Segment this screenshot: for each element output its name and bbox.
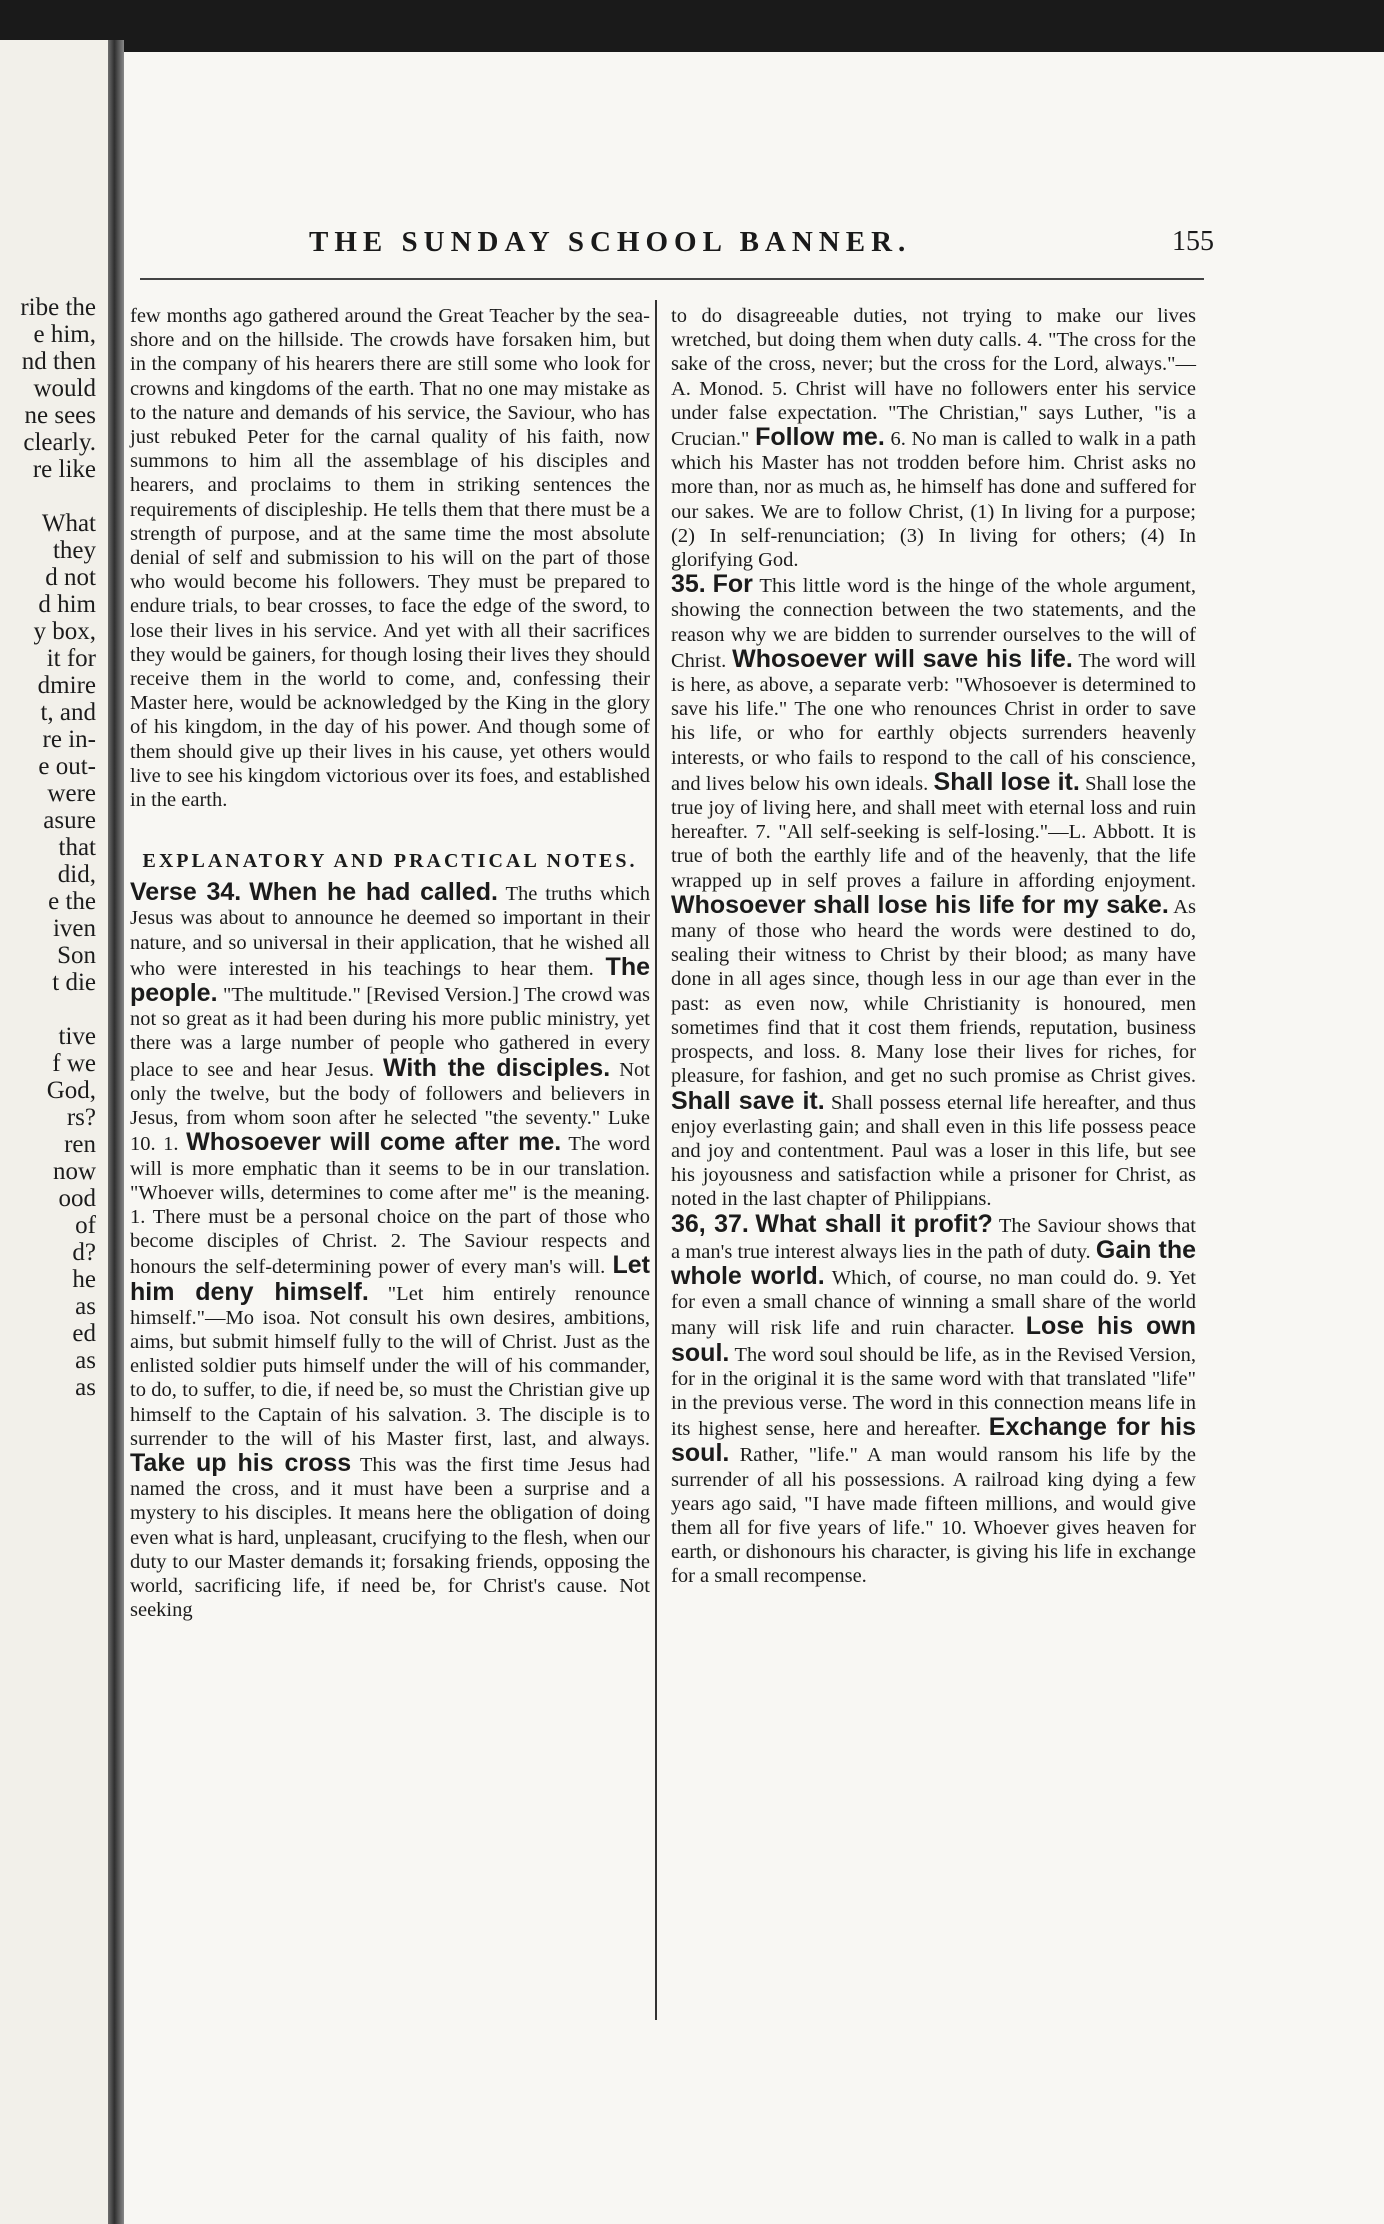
- adjacent-page-text: d him: [38, 591, 96, 618]
- adjacent-page-text: re in-: [42, 726, 96, 753]
- right-column: [671, 304, 1196, 1589]
- note-heading: Gain the whole world.: [671, 1235, 1196, 1290]
- verse-36-37-note: [671, 1209, 1196, 1589]
- note-heading: Whosoever will come after me.: [186, 1128, 562, 1157]
- adjacent-page-text: did,: [57, 861, 96, 888]
- adjacent-page-text: ne sees: [24, 402, 96, 429]
- adjacent-page-text: Son: [57, 942, 96, 969]
- note-text: The word will is more emphatic than it seems to be in our translation. "Whoever wills, determines to come after me" is the meaning. 1. There must be a personal choice on the part of those who become disciples of Christ. 2. The Saviour respects and honours the self-determining power of every man's will.: [130, 1133, 650, 1279]
- adjacent-page-text: God,: [46, 1077, 96, 1104]
- note-text: "The multitude." [Revised Version.] The crowd was not so great as it had been during his more public ministry, yet there was a large number of people who gathered in every place to see and hear Jesus.: [130, 984, 650, 1081]
- adjacent-page-text: ood: [58, 1185, 96, 1212]
- note-heading: Follow me.: [755, 423, 885, 452]
- note-heading: Take up his cross: [130, 1448, 352, 1477]
- adjacent-page-text: y box,: [33, 618, 96, 645]
- book-gutter: [108, 40, 124, 2224]
- adjacent-page-text: t, and: [40, 699, 96, 726]
- note-heading: For: [712, 570, 753, 599]
- note-text: As many of those who heard the words were destined to do, sealing their witness to Christ by their blood; as many have done in all ages since, though less in our age than ever in the past: as even now, while Christianity is honoured, men sometimes find that it cost them friends, reputation, business prospects, and loss. 8. Many lose their lives for riches, for pleasure, for fashion, and get no such promise as Christ gives.: [671, 895, 1196, 1088]
- note-heading: What shall it profit?: [755, 1209, 993, 1238]
- note-text: Which, of course, no man could do. 9. Yet for even a small chance of winning a small share of the world many will risk life and ruin character.: [671, 1266, 1196, 1340]
- adjacent-page-text: ren: [64, 1131, 96, 1158]
- adjacent-page-text: What: [41, 510, 96, 537]
- page-header: [124, 226, 1214, 260]
- adjacent-page-text: as: [75, 1374, 96, 1401]
- adjacent-page-text: ribe the: [20, 294, 96, 321]
- adjacent-page-text: would: [33, 375, 96, 402]
- note-text: The Saviour shows that a man's true interest always lies in the path of duty.: [671, 1214, 1196, 1263]
- adjacent-page-text: re like: [32, 456, 96, 483]
- note-heading: The people.: [130, 952, 650, 1008]
- verse-35-note: [671, 572, 1196, 1211]
- note-heading: Whosoever shall lose his life for my sake.: [671, 890, 1169, 919]
- note-text: The truths which Jesus was about to announce he deemed so important in their nature, and so universal in their application, that he wished all who were interested in his teachings to hear them.: [130, 883, 651, 980]
- adjacent-page-fragment: [0, 40, 108, 2224]
- section-heading: EXPLANATORY AND PRACTICAL NOTES.: [142, 850, 638, 873]
- adjacent-page-text: rs?: [66, 1104, 96, 1131]
- adjacent-page-text: as: [75, 1293, 96, 1320]
- left-column: [130, 304, 650, 1622]
- note-heading: Exchange for his soul.: [671, 1413, 1196, 1468]
- adjacent-page-text: were: [47, 780, 96, 807]
- adjacent-page-text: now: [52, 1158, 96, 1185]
- note-text: Not only the twelve, but the body of followers and believers in Jesus, from whom soon after he selected "the seventy." Luke 10. 1.: [130, 1058, 650, 1156]
- adjacent-page-text: e out-: [38, 753, 96, 780]
- adjacent-page-text: e the: [48, 888, 96, 915]
- column-divider: [655, 300, 657, 2020]
- note-heading: When he had called.: [249, 878, 498, 907]
- adjacent-page-text: nd then: [21, 348, 96, 375]
- adjacent-page-text: ed: [72, 1320, 96, 1347]
- verse-label: 36, 37.: [671, 1209, 749, 1238]
- note-heading: Lose his own soul.: [671, 1312, 1196, 1367]
- note-heading: Shall save it.: [671, 1086, 825, 1115]
- note-text: This little word is the hinge of the whole argument, showing the connection between the two statements, and the reason why we are bidden to surrender ourselves to the will of Christ.: [671, 575, 1197, 672]
- adjacent-page-text: as: [75, 1347, 96, 1374]
- note-heading: Whosoever will save his life.: [732, 644, 1073, 673]
- adjacent-page-text: tive: [58, 1023, 96, 1050]
- adjacent-page-text: iven: [52, 915, 96, 942]
- verse-label: 35.: [671, 570, 706, 599]
- page-number: 155: [1172, 226, 1214, 257]
- note-text: Rather, "life." A man would ransom his life by the surrender of all his possessions. A railroad king dying a few years ago said, "I have made fifteen millions, and would give them all for five years of life." 10. Whoever gives heaven for earth, or dishonours his character, is giving his life in exchange for a small recompense.: [671, 1444, 1196, 1588]
- adjacent-page-text: clearly.: [23, 429, 96, 456]
- adjacent-page-text: e him,: [33, 321, 96, 348]
- note-heading: Let him deny himself.: [130, 1251, 650, 1306]
- note-text: "Let him entirely renounce himself."—Mo isoa. Not consult his own desires, ambitions, aims, but submit himself fully to the will of Christ. Just as the enlisted soldier puts himself under the will of his commander, to do, to suffer, to die, if need be, so must the Christian give up himself to the Captain of his salvation. 3. The disciple is to surrender to the will of his Master first, last, and always.: [130, 1282, 650, 1450]
- adjacent-page-text: they: [52, 537, 96, 564]
- note-text: 6. No man is called to walk in a path which his Master has not trodden before him. Christ asks no more than, nor as much as, he himself has done and suffered for our sakes. We are to follow Christ, (1) In living for a purpose; (2) In self-renunciation; (3) In living for others; (4) In glorifying God.: [671, 428, 1196, 572]
- adjacent-page-text: d not: [45, 564, 96, 591]
- adjacent-page-text: asure: [43, 807, 96, 834]
- adjacent-page-text: it for: [46, 645, 96, 672]
- note-text: to do disagreeable duties, not trying to make our lives wretched, but doing them when duty calls. 4. "The cross for the sake of the cross, never; but the cross for the Lord, always."—A. Monod. 5. Christ will have no followers enter his service under false expectation. "The Christian," says Luther, "is a Crucian.": [671, 305, 1196, 451]
- note-heading: With the disciples.: [383, 1053, 611, 1082]
- adjacent-page-text: dmire: [37, 672, 96, 699]
- verse-34-note: [130, 880, 650, 1622]
- adjacent-page-text: d?: [72, 1239, 96, 1266]
- adjacent-page-text: he: [72, 1266, 96, 1293]
- adjacent-page-text: f we: [52, 1050, 96, 1077]
- note-text: This was the first time Jesus had named the cross, and it must have been a surprise and a mystery to his disciples. It means here the obligation of doing even what is hard, unpleasant, crucifying to the flesh, when our duty to our Master demands it; forsaking friends, opposing the world, sacrificing life, if need be, for Christ's cause. Not seeking: [130, 1453, 650, 1622]
- note-heading: Shall lose it.: [933, 767, 1080, 796]
- note-text: The word soul should be life, as in the Revised Version, for in the original it is the same word with that translated "life" in the previous verse. The word in this connection means life in its highest sense, here and hereafter.: [671, 1343, 1196, 1441]
- note-text: The word will is here, as above, a separate verb: "Whosoever is determined to save his life." The one who renounces Christ in order to save his life, or who for earthly objects surrenders heavenly interests, or who fails to respond to the call of his conscience, and lives below his own ideals.: [671, 649, 1196, 795]
- adjacent-page-text: that: [58, 834, 96, 861]
- adjacent-page-text: t die: [52, 969, 96, 996]
- header-rule: [140, 278, 1204, 280]
- verse-label: Verse 34.: [130, 878, 242, 907]
- note-text: Shall possess eternal life hereafter, and thus enjoy everlasting gain; and shall even in this life possess peace and joy and contentment. Paul was a loser in this life, but see his joyousness and satisfaction while a prisoner for Christ, as noted in the last chapter of Philippians.: [671, 1091, 1196, 1211]
- running-title: THE SUNDAY SCHOOL BANNER.: [309, 226, 912, 258]
- verse-34-continued: [671, 304, 1196, 572]
- adjacent-page-text: of: [75, 1212, 96, 1239]
- intro-paragraph: few months ago gathered around the Great Teacher by the sea-shore and on the hillside. The crowds have forsaken him, but in the company of his hearers there are still some who look for crowns and kingdoms of the earth. That no one may mistake as to the nature and demands of his service, the Saviour, who has just rebuked Peter for the carnal quality of his faith, now summons to him all the assemblage of his disciples and hearers, and proclaims to them in striking sentences the requirements of discipleship. He tells them that there must be a strength of purpose, and at the same time the most absolute denial of self and submission to his will on the part of those who would become his followers. They must be prepared to endure trials, to bear crosses, to face the edge of the sword, to lose their lives in his service. And yet with all their sacrifices they would be gainers, for though losing their lives they should receive them in the world to come, and, confessing their Master here, would be acknowledged by the King in the glory of his kingdom, in the day of his power. And though some of them should give up their lives in his cause, yet others would live to see his kingdom victorious over its foes, and established in the earth.: [130, 305, 650, 812]
- note-text: Shall lose the true joy of living here, and shall meet with eternal loss and ruin hereafter. 7. "All self-seeking is self-losing."—L. Abbott. It is true of both the earthly life and of the heavenly, that the life wrapped up in self proves a failure in affording enjoyment.: [671, 772, 1196, 892]
